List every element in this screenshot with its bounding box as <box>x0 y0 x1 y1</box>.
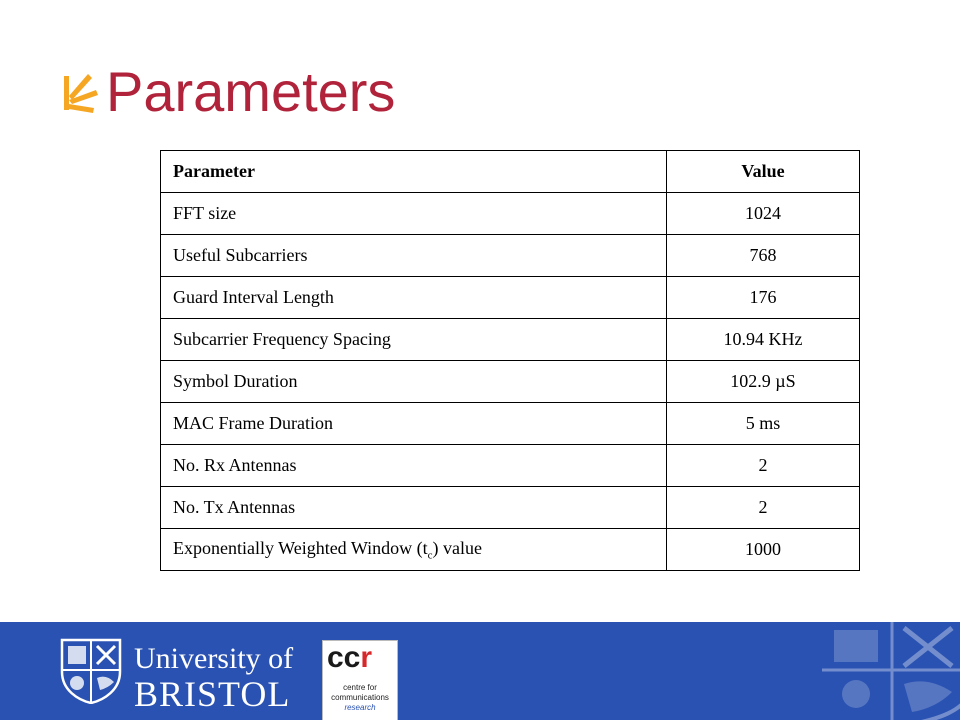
parameter-cell: Guard Interval Length <box>161 277 667 319</box>
parameter-cell: FFT size <box>161 193 667 235</box>
table-row <box>161 193 860 235</box>
parameter-cell: Useful Subcarriers <box>161 235 667 277</box>
table-row <box>161 277 860 319</box>
table-row <box>161 487 860 529</box>
slide-title: Parameters <box>106 60 396 123</box>
parameter-subscript: c <box>427 549 433 562</box>
ccr-logo-box <box>322 640 398 720</box>
ccr-logo-r: r <box>360 641 373 674</box>
slide-title-row <box>58 52 395 132</box>
crest-watermark-icon <box>812 622 960 720</box>
parameter-cell: No. Tx Antennas <box>161 487 667 529</box>
value-cell: 1000 <box>667 529 860 571</box>
university-line2: BRISTOL <box>134 674 291 714</box>
ccr-tagline-3: research <box>344 703 376 712</box>
parameter-cell: Subcarrier Frequency Spacing <box>161 319 667 361</box>
parameter-cell: No. Rx Antennas <box>161 445 667 487</box>
value-cell: 5 ms <box>667 403 860 445</box>
value-cell: 102.9 µS <box>667 361 860 403</box>
table-row <box>161 403 860 445</box>
parameters-table <box>160 150 860 571</box>
parameter-cell: MAC Frame Duration <box>161 403 667 445</box>
table-row <box>161 445 860 487</box>
ccr-logo-cc: cc <box>327 641 361 674</box>
value-cell: 1024 <box>667 193 860 235</box>
value-cell: 768 <box>667 235 860 277</box>
table-row <box>161 319 860 361</box>
bullet-flame-icon <box>58 70 102 114</box>
table-row <box>161 361 860 403</box>
table-row <box>161 529 860 571</box>
ccr-tagline-2: communications <box>331 693 389 702</box>
table-header-row <box>161 151 860 193</box>
ccr-tagline-1: centre for <box>343 683 377 692</box>
parameter-prefix: Exponentially Weighted Window (t <box>173 537 428 558</box>
value-cell: 176 <box>667 277 860 319</box>
ccr-logo <box>327 643 372 673</box>
university-wordmark <box>134 644 293 712</box>
university-crest-icon <box>60 638 122 704</box>
parameter-cell: Symbol Duration <box>161 361 667 403</box>
value-cell: 2 <box>667 445 860 487</box>
header-value: Value <box>667 151 860 193</box>
university-line1: University of <box>134 642 294 675</box>
value-cell: 10.94 KHz <box>667 319 860 361</box>
header-parameter: Parameter <box>161 151 667 193</box>
footer-banner <box>0 622 960 720</box>
value-cell: 2 <box>667 487 860 529</box>
parameter-cell <box>161 529 667 571</box>
ccr-tagline <box>323 683 397 713</box>
parameter-suffix: ) value <box>432 537 482 558</box>
table-row <box>161 235 860 277</box>
